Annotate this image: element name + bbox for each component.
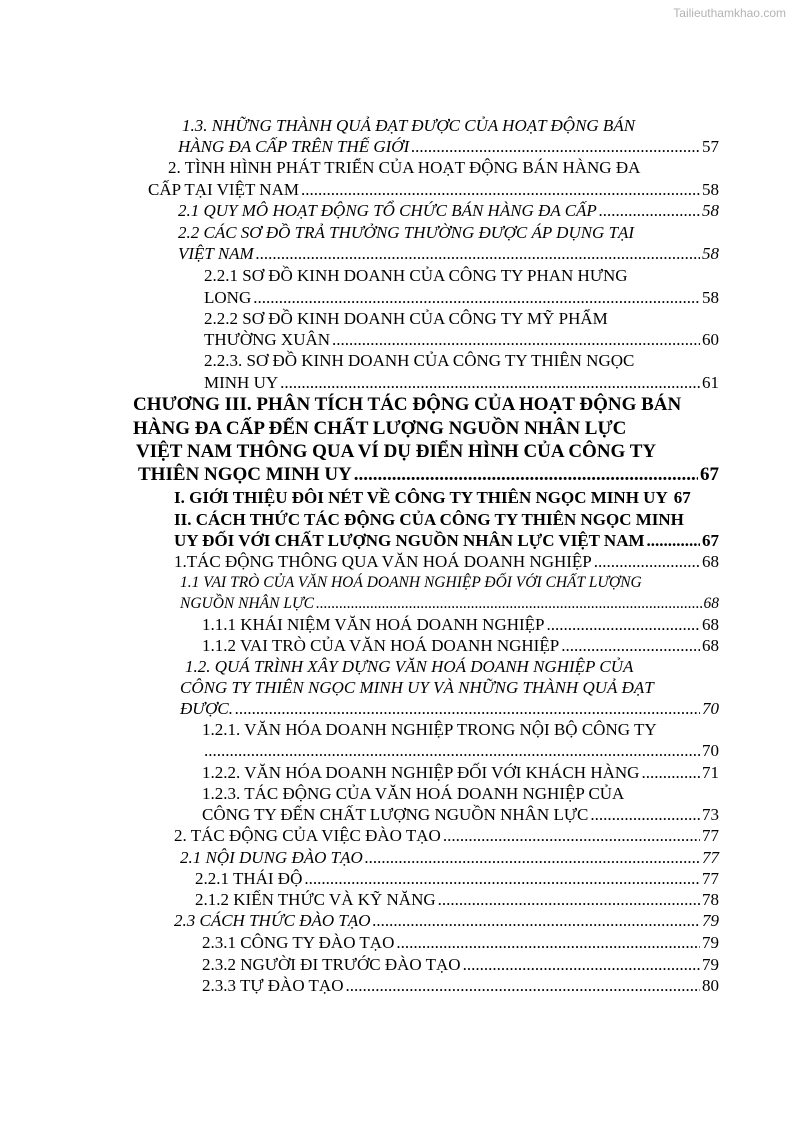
leader-dots xyxy=(304,868,700,890)
toc-page-number: 57 xyxy=(702,137,719,156)
toc-entry-ii-1-1-cont[interactable] xyxy=(180,593,719,615)
toc-entry-text: 1.2.1. VĂN HÓA DOANH NGHIỆP TRONG NỘI BỘ CÔNG TY xyxy=(202,720,657,739)
toc-entry-text: 1.2. QUÁ TRÌNH XÂY DỰNG VĂN HOÁ DOANH NGHIỆP CỦA xyxy=(185,657,634,676)
toc-entry-2-cont[interactable] xyxy=(148,179,719,201)
toc-entry-ii-1-2-3-cont[interactable] xyxy=(202,804,719,826)
toc-entry-text: 2.2.3. SƠ ĐỒ KINH DOANH CỦA CÔNG TY THIÊN NGỌC xyxy=(204,351,635,370)
toc-entry-ii-1-2-1-cont[interactable] xyxy=(202,740,719,762)
toc-entry-ii-1-2-3[interactable] xyxy=(202,783,624,805)
toc-entry-text: HÀNG ĐA CẤP ĐẾN CHẤT LƯỢNG NGUỒN NHÂN LỰC xyxy=(133,418,627,439)
toc-page-number: 73 xyxy=(702,805,719,824)
toc-page-number: 79 xyxy=(702,933,719,952)
toc-entry-text: I. GIỚI THIỆU ĐÔI NÉT VỀ CÔNG TY THIÊN NGỌC MINH UY xyxy=(174,488,668,507)
toc-entry-text: 2.2.2 SƠ ĐỒ KINH DOANH CỦA CÔNG TY MỸ PHẨM xyxy=(204,309,608,328)
toc-chapter-3-line-3[interactable] xyxy=(136,440,656,464)
toc-entry-ii-2-1-2[interactable] xyxy=(195,889,719,911)
toc-page-number: 78 xyxy=(702,890,719,909)
toc-entry-2-2-1[interactable] xyxy=(204,265,628,287)
toc-entry-ii-2-3-3[interactable] xyxy=(202,975,719,997)
toc-section-2[interactable] xyxy=(174,509,684,531)
toc-entry-text: 2. TÌNH HÌNH PHÁT TRIỂN CỦA HOẠT ĐỘNG BÁN HÀNG ĐA xyxy=(168,158,641,177)
toc-entry-text: 2. TÁC ĐỘNG CỦA VIỆC ĐÀO TẠO xyxy=(174,826,441,845)
toc-page-number: 67 xyxy=(673,488,691,507)
toc-entry-text: VIỆT NAM THÔNG QUA VÍ DỤ ĐIỂN HÌNH CỦA CÔNG TY xyxy=(136,441,657,462)
toc-entry-ii-1-2-1[interactable] xyxy=(202,719,657,741)
toc-entry-ii-1-1-2[interactable] xyxy=(202,635,719,657)
leader-dots xyxy=(599,200,700,222)
toc-entry-1-3-cont[interactable] xyxy=(178,136,719,158)
toc-entry-text: 2.2 CÁC SƠ ĐỒ TRẢ THƯỞNG THƯỜNG ĐƯỢC ÁP DỤNG TẠI xyxy=(178,223,635,242)
toc-entry-text: CÔNG TY ĐẾN CHẤT LƯỢNG NGUỒN NHÂN LỰC xyxy=(202,805,589,824)
toc-page-number: 79 xyxy=(702,955,719,974)
toc-entry-text: 2.3 CÁCH THỨC ĐÀO TẠO xyxy=(174,911,371,930)
toc-entry-text: 1.1.2 VAI TRÒ CỦA VĂN HOÁ DOANH NGHIỆP xyxy=(202,636,560,655)
leader-dots xyxy=(365,847,700,869)
leader-dots xyxy=(301,179,700,201)
leader-dots xyxy=(594,551,700,573)
watermark: Tailieuthamkhao.com xyxy=(673,6,786,20)
toc-entry-text: CÔNG TY THIÊN NGỌC MINH UY VÀ NHỮNG THÀNH QUẢ ĐẠT xyxy=(180,678,654,697)
toc-page-number: 79 xyxy=(702,911,719,930)
leader-dots xyxy=(463,954,700,976)
leader-dots xyxy=(641,762,700,784)
toc-entry-text: 1.1 VAI TRÒ CỦA VĂN HOÁ DOANH NGHIỆP ĐỐI VỚI CHẤT LƯỢNG xyxy=(180,574,642,591)
toc-page-number: 68 xyxy=(702,636,719,655)
leader-dots xyxy=(332,329,700,351)
toc-entry-ii-1-1[interactable] xyxy=(180,572,642,594)
toc-page-number: 70 xyxy=(702,741,719,760)
toc-entry-text: THƯỜNG XUÂN xyxy=(204,330,331,349)
leader-dots xyxy=(354,463,698,487)
toc-page-number: 71 xyxy=(702,763,719,782)
toc-section-1[interactable] xyxy=(174,487,719,509)
toc-page-number: 58 xyxy=(702,288,719,307)
toc-chapter-3-line-2[interactable] xyxy=(133,417,626,441)
toc-entry-text: 2.1 QUY MÔ HOẠT ĐỘNG TỔ CHỨC BÁN HÀNG ĐA CẤP xyxy=(178,201,597,220)
toc-entry-text: LONG xyxy=(204,288,252,307)
toc-entry-ii-2-3[interactable] xyxy=(174,910,719,932)
toc-entry-text: 2.1 NỘI DUNG ĐÀO TẠO xyxy=(180,848,363,867)
toc-entry-ii-1-2[interactable] xyxy=(185,656,633,678)
toc-entry-text: 2.3.2 NGƯỜI ĐI TRƯỚC ĐÀO TẠO xyxy=(202,955,461,974)
toc-entry-2-2-1-cont[interactable] xyxy=(204,287,719,309)
leader-dots xyxy=(373,910,700,932)
leader-dots xyxy=(647,530,700,552)
toc-entry-text: 2.1.2 KIẾN THỨC VÀ KỸ NĂNG xyxy=(195,890,436,909)
toc-entry-ii-1-2-line-3[interactable] xyxy=(180,698,719,720)
leader-dots xyxy=(235,698,700,720)
toc-entry-text: CẤP TẠI VIỆT NAM xyxy=(148,180,299,199)
toc-entry-ii-1-1-1[interactable] xyxy=(202,614,719,636)
toc-entry-text: UY ĐỐI VỚI CHẤT LƯỢNG NGUỒN NHÂN LỰC VIỆT NAM xyxy=(174,531,645,550)
toc-entry-text: VIỆT NAM xyxy=(178,244,254,263)
toc-entry-text: CHƯƠNG III. PHÂN TÍCH TÁC ĐỘNG CỦA HOẠT ĐỘNG BÁN xyxy=(133,394,682,415)
toc-entry-text: THIÊN NGỌC MINH UY xyxy=(138,464,352,485)
toc-entry-2-2[interactable] xyxy=(178,222,634,244)
leader-dots xyxy=(280,372,700,394)
toc-entry-ii-1-2-line-2[interactable] xyxy=(180,677,654,699)
toc-entry-2-2-3[interactable] xyxy=(204,350,634,372)
toc-entry-text: NGUỒN NHÂN LỰC xyxy=(180,595,314,612)
toc-page-number: 77 xyxy=(702,848,719,867)
leader-dots xyxy=(561,635,700,657)
toc-entry-2-2-3-cont[interactable] xyxy=(204,372,719,394)
toc-entry-text: 1.3. NHỮNG THÀNH QUẢ ĐẠT ĐƯỢC CỦA HOẠT ĐỘNG BÁN xyxy=(182,116,636,135)
toc-entry-text: MINH UY xyxy=(204,373,279,392)
toc-entry-text: ĐƯỢC. xyxy=(180,699,233,718)
toc-page-number: 58 xyxy=(702,244,719,263)
leader-dots xyxy=(411,136,700,158)
toc-section-2-cont[interactable] xyxy=(174,530,719,552)
leader-dots xyxy=(256,243,700,265)
toc-entry-2-2-cont[interactable] xyxy=(178,243,719,265)
toc-entry-1-3[interactable] xyxy=(182,115,635,137)
toc-entry-text: 2.3.1 CÔNG TY ĐÀO TẠO xyxy=(202,933,395,952)
toc-entry-text: 1.TÁC ĐỘNG THÔNG QUA VĂN HOÁ DOANH NGHIỆP xyxy=(174,552,592,571)
toc-page-number: 68 xyxy=(702,615,719,634)
toc-entry-2-2-2[interactable] xyxy=(204,308,608,330)
toc-page-number: 67 xyxy=(702,531,719,550)
toc-entry-2-1[interactable] xyxy=(178,200,719,222)
toc-entry-ii-1[interactable] xyxy=(174,551,719,573)
toc-entry-ii-2-2-1[interactable] xyxy=(195,868,719,890)
toc-entry-text: 1.2.3. TÁC ĐỘNG CỦA VĂN HOÁ DOANH NGHIỆP CỦA xyxy=(202,784,625,803)
leader-dots xyxy=(438,889,700,911)
leader-dots xyxy=(253,287,700,309)
toc-chapter-3-line-4[interactable] xyxy=(138,463,719,487)
toc-page-number: 68 xyxy=(703,595,719,612)
toc-entry-ii-2-3-2[interactable] xyxy=(202,954,719,976)
leader-dots xyxy=(443,825,700,847)
toc-page-number: 58 xyxy=(702,201,719,220)
leader-dots xyxy=(345,975,700,997)
toc-page-number: 61 xyxy=(702,373,719,392)
leader-dots xyxy=(547,614,701,636)
toc-entry-text: II. CÁCH THỨC TÁC ĐỘNG CỦA CÔNG TY THIÊN NGỌC MINH xyxy=(174,510,684,529)
toc-page-number: 77 xyxy=(702,826,719,845)
leader-dots xyxy=(316,593,702,615)
toc-entry-2[interactable] xyxy=(168,157,640,179)
toc-entry-text: 2.3.3 TỰ ĐÀO TẠO xyxy=(202,976,344,995)
toc-entry-ii-2-1[interactable] xyxy=(180,847,719,869)
toc-page-number: 80 xyxy=(702,976,719,995)
toc-entry-ii-1-2-2[interactable] xyxy=(202,762,719,784)
toc-page-number: 58 xyxy=(702,180,719,199)
toc-entry-text: 2.2.1 SƠ ĐỒ KINH DOANH CỦA CÔNG TY PHAN HƯNG xyxy=(204,266,628,285)
toc-entry-ii-2-3-1[interactable] xyxy=(202,932,719,954)
toc-page-number: 67 xyxy=(700,464,719,485)
toc-entry-text: 1.1.1 KHÁI NIỆM VĂN HOÁ DOANH NGHIỆP xyxy=(202,615,545,634)
toc-page-number: 77 xyxy=(702,869,719,888)
toc-entry-2-2-2-cont[interactable] xyxy=(204,329,719,351)
leader-dots xyxy=(396,932,700,954)
toc-page-number: 60 xyxy=(702,330,719,349)
toc-chapter-3[interactable] xyxy=(133,393,681,417)
leader-dots xyxy=(204,740,700,762)
toc-entry-text: 2.2.1 THÁI ĐỘ xyxy=(195,869,303,888)
toc-entry-text: 1.2.2. VĂN HÓA DOANH NGHIỆP ĐỐI VỚI KHÁCH HÀNG xyxy=(202,763,640,782)
toc-page-number: 70 xyxy=(702,699,719,718)
toc-entry-text: HÀNG ĐA CẤP TRÊN THẾ GIỚI xyxy=(178,137,410,156)
toc-page-number: 68 xyxy=(702,552,719,571)
leader-dots xyxy=(590,804,700,826)
toc-entry-ii-2[interactable] xyxy=(174,825,719,847)
